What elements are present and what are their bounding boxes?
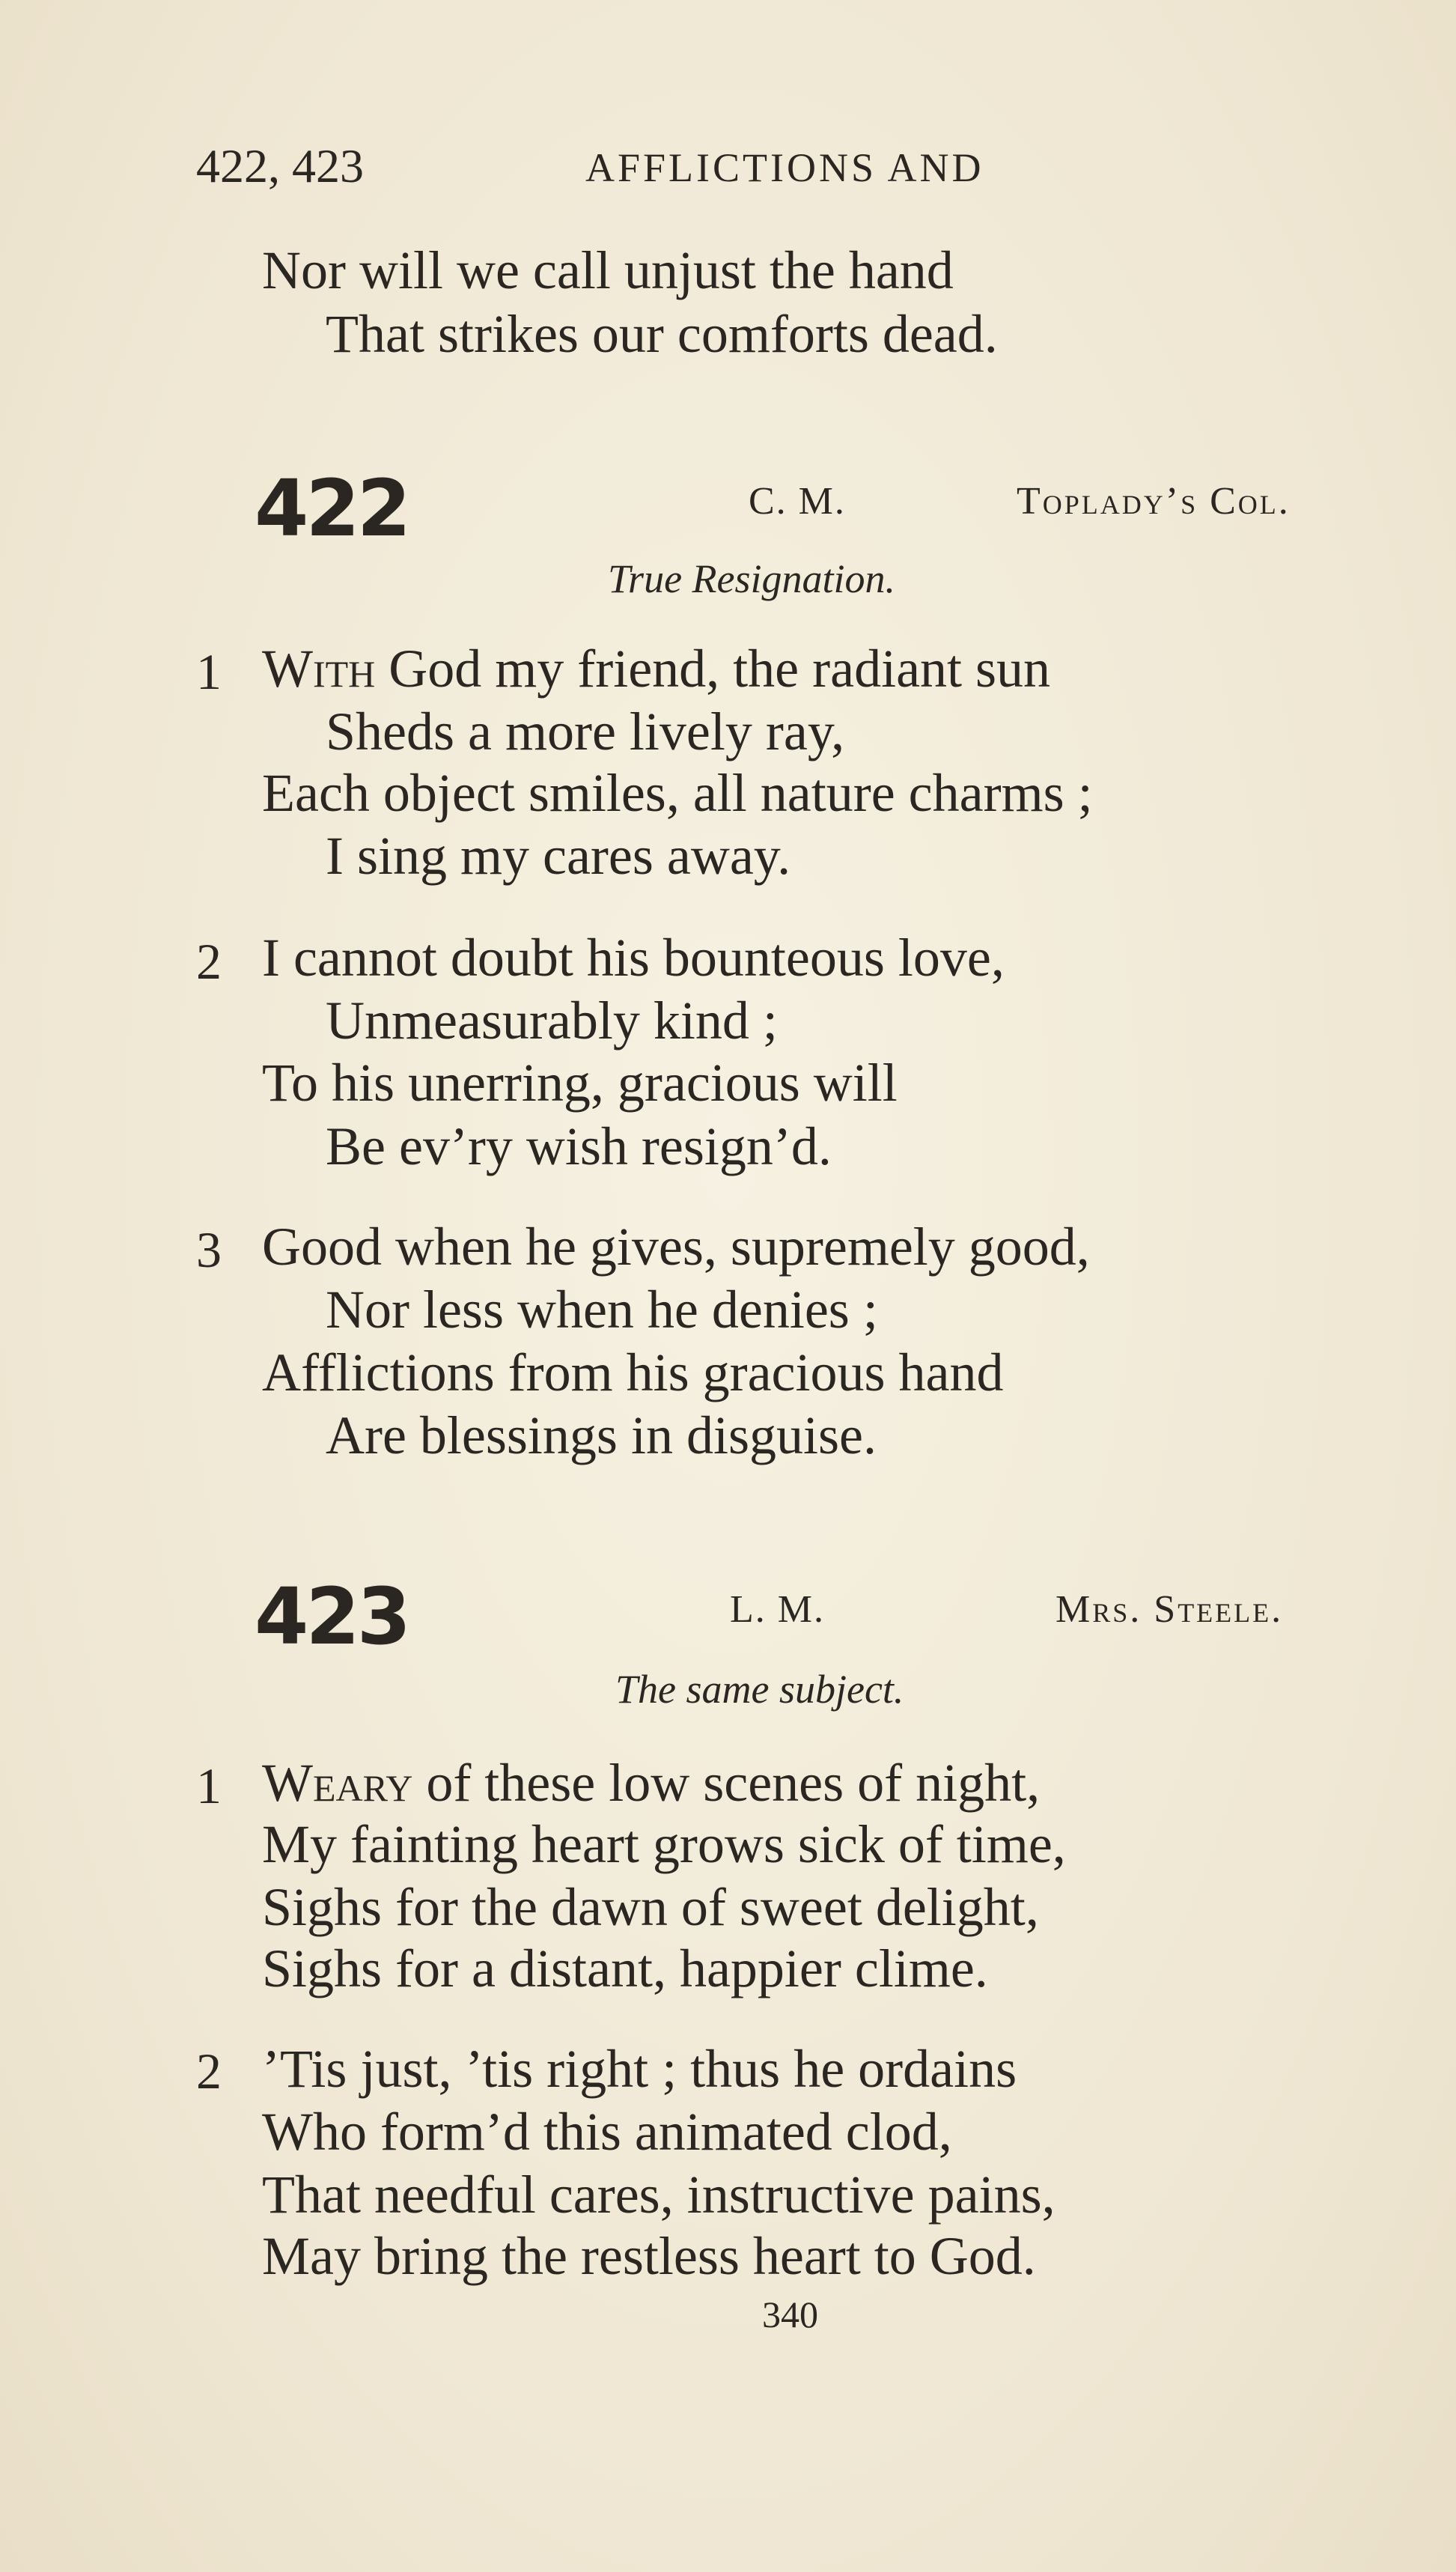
- page-number: 340: [762, 2293, 818, 2335]
- verse-line: Afflictions from his gracious hand: [262, 1343, 1004, 1402]
- verse-line: May bring the restless heart to God.: [262, 2226, 1036, 2286]
- verse-line: Sheds a more lively ray,: [326, 702, 845, 761]
- hymn-number: 423: [255, 1571, 409, 1662]
- hymn-author: Toplady’s Col.: [1017, 480, 1291, 523]
- page-range: 422, 423: [196, 139, 364, 192]
- continuation-line: Nor will we call unjust the hand: [262, 240, 954, 300]
- first-word: Weary: [262, 1753, 413, 1813]
- verse-line: I cannot doubt his bounteous love,: [262, 928, 1005, 988]
- verse-number: 2: [196, 2043, 222, 2100]
- verse-line: Sighs for the dawn of sweet delight,: [262, 1877, 1039, 1937]
- hymn-author: Mrs. Steele.: [1056, 1588, 1284, 1631]
- verse-line: Are blessings in disguise.: [326, 1405, 877, 1465]
- continuation-line: That strikes our comforts dead.: [326, 304, 998, 364]
- verse-line: [262, 638, 1050, 700]
- verse-number: 1: [196, 643, 222, 700]
- verse-line: [262, 1752, 1040, 1814]
- verse-number: 2: [196, 933, 222, 990]
- verse-line: Nor less when he denies ;: [326, 1280, 878, 1340]
- verse-line-rest: God my friend, the radiant sun: [375, 639, 1051, 699]
- verse-line: ’Tis just, ’tis right ; thus he ordains: [262, 2039, 1017, 2099]
- verse-line: Sighs for a distant, happier clime.: [262, 1939, 988, 1998]
- verse-number: 1: [196, 1757, 222, 1814]
- verse-line: Who form’d this animated clod,: [262, 2102, 952, 2162]
- hymn-meter: C. M.: [749, 480, 846, 523]
- verse-line: To his unerring, gracious will: [262, 1053, 898, 1113]
- verse-line: That needful cares, instructive pains,: [262, 2165, 1056, 2225]
- verse-line: I sing my cares away.: [326, 826, 791, 886]
- verse-line-rest: of these low scenes of night,: [412, 1753, 1041, 1813]
- hymn-meter: L. M.: [730, 1588, 825, 1631]
- running-title: AFFLICTIONS AND: [585, 145, 984, 190]
- first-word: With: [262, 639, 376, 699]
- verse-line: My fainting heart grows sick of time,: [262, 1814, 1066, 1874]
- verse-line: Good when he gives, supremely good,: [262, 1217, 1090, 1277]
- verse-line: Unmeasurably kind ;: [326, 991, 778, 1051]
- verse-number: 3: [196, 1221, 222, 1278]
- hymn-subtitle: The same subject.: [615, 1667, 904, 1712]
- running-header: [196, 139, 984, 194]
- hymn-subtitle: True Resignation.: [608, 556, 896, 601]
- hymn-number: 422: [255, 463, 409, 554]
- verse-line: Each object smiles, all nature charms ;: [262, 763, 1093, 823]
- verse-line: Be ev’ry wish resign’d.: [326, 1116, 832, 1176]
